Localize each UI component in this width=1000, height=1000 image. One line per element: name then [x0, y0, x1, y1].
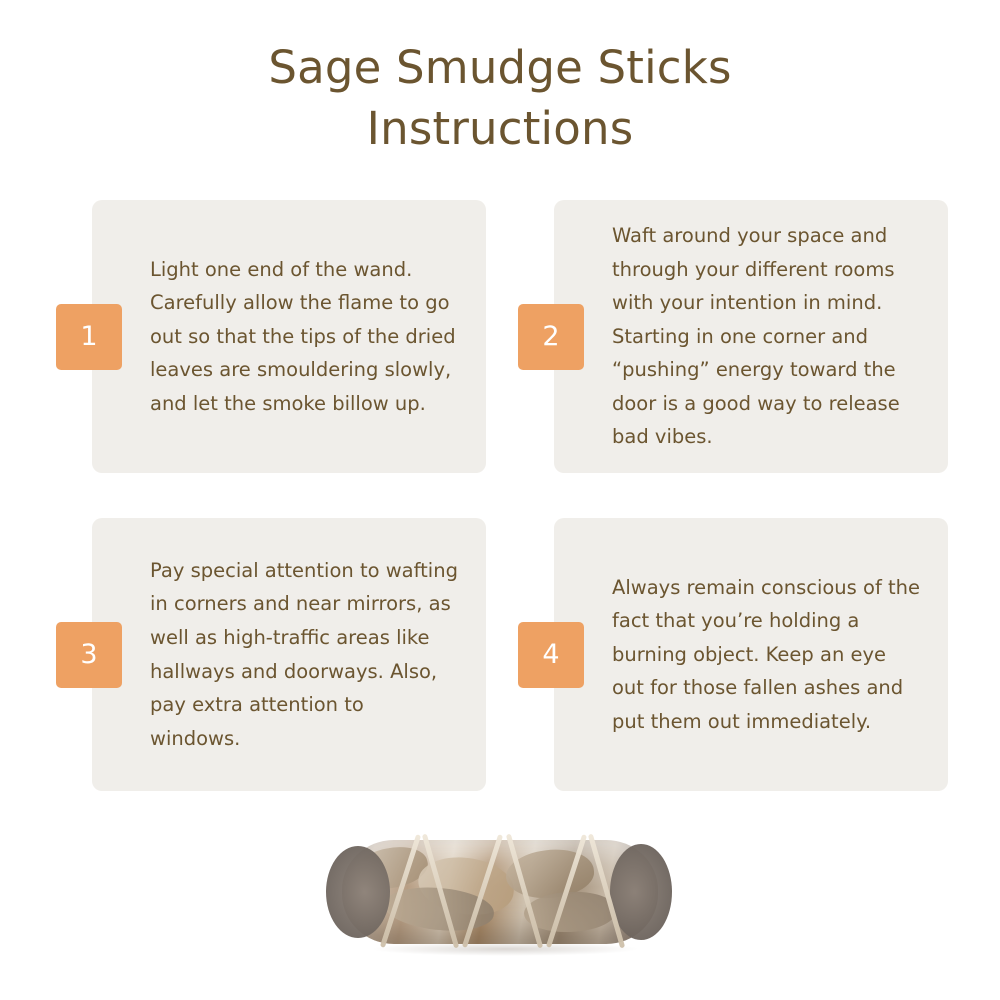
- step-number-badge-2: 2: [518, 304, 584, 370]
- step-number-badge-1: 1: [56, 304, 122, 370]
- step-card-1: [80, 200, 486, 473]
- stick-end-left: [326, 846, 390, 938]
- page-title-line-2: Instructions: [366, 101, 634, 155]
- stick-shadow: [370, 942, 640, 956]
- step-text-1: Light one end of the wand. Carefully allow the flame to go out so that the tips of the dried leaves are smouldering slowly, and let the smoke billow up.: [150, 257, 456, 415]
- step-number-badge-4: 4: [518, 622, 584, 688]
- steps-grid: [80, 200, 948, 791]
- step-text-3: Pay special attention to wafting in corners and near mirrors, as well as high-traffic areas like hallways and doorways. Also, pay extra attention to windows.: [150, 558, 458, 750]
- smudge-stick-graphic: [310, 826, 690, 958]
- smudge-stick-illustration: [0, 802, 1000, 982]
- step-number-badge-3: 3: [56, 622, 122, 688]
- step-card-4: [542, 518, 948, 791]
- page-title: [0, 0, 1000, 160]
- step-card-3: [80, 518, 486, 791]
- step-text-4: Always remain conscious of the fact that you’re holding a burning object. Keep an eye out for those fallen ashes and put them out immediately.: [612, 575, 921, 733]
- step-card-2: [542, 200, 948, 473]
- step-text-2: Waft around your space and through your different rooms with your intention in mind. Starting in one corner and “pushing” energy toward the door is a good way to release bad vibes.: [612, 224, 900, 449]
- page-title-line-1: Sage Smudge Sticks: [268, 41, 732, 94]
